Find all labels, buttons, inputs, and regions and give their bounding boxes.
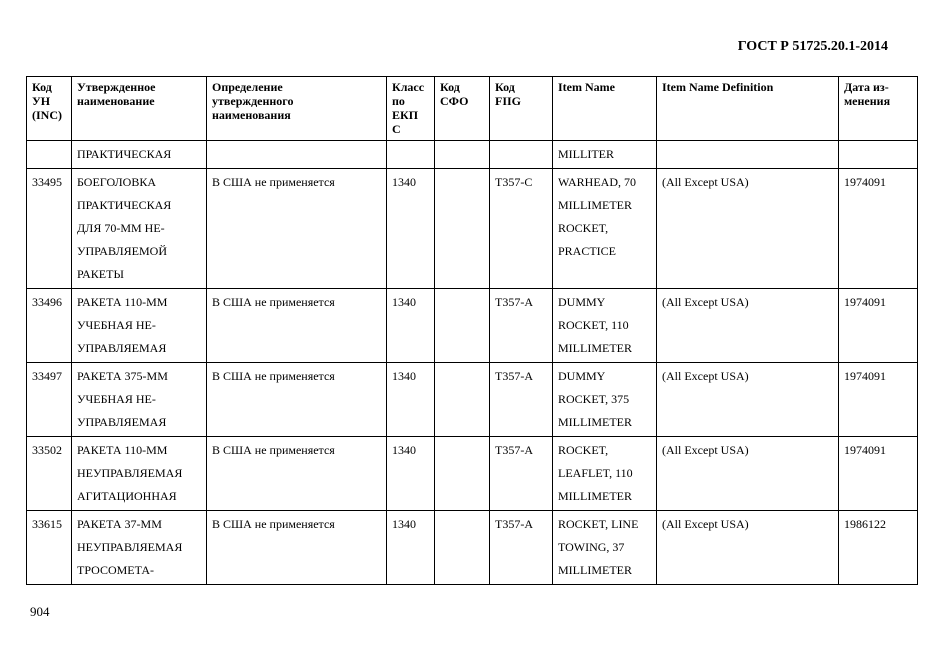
cell-text: ROCKET, LEAFLET, 110 MILLIMETER <box>558 443 633 503</box>
cell-approved-name <box>72 169 207 289</box>
table-header-row <box>27 77 918 141</box>
cell-item-name <box>553 437 657 511</box>
cell-approved-name <box>72 141 207 169</box>
cell-fiig: T357-A <box>490 437 553 511</box>
cell-fiig <box>490 141 553 169</box>
cell-class: 1340 <box>387 437 435 511</box>
nomenclature-table <box>26 76 918 585</box>
cell-text: ROCKET, LINE TOWING, 37 MILLIMETER <box>558 517 639 577</box>
cell-sfo <box>435 437 490 511</box>
cell-item-name-definition: (All Except USA) <box>657 289 839 363</box>
column-header-label: Код СФО <box>440 80 469 108</box>
cell-fiig: T357-A <box>490 511 553 585</box>
cell-text: DUMMY ROCKET, 375 MILLIMETER <box>558 369 632 429</box>
cell-inc: 33497 <box>27 363 72 437</box>
cell-change-date: 1974091 <box>839 289 918 363</box>
cell-definition: В США не применяется <box>207 363 387 437</box>
table-row <box>27 511 918 585</box>
cell-item-name <box>553 363 657 437</box>
table-row <box>27 363 918 437</box>
cell-class: 1340 <box>387 511 435 585</box>
column-header-fiig <box>490 77 553 141</box>
cell-sfo <box>435 511 490 585</box>
cell-item-name <box>553 141 657 169</box>
column-header-change-date <box>839 77 918 141</box>
column-header-item-name <box>553 77 657 141</box>
table-row <box>27 141 918 169</box>
column-header-definition <box>207 77 387 141</box>
cell-item-name-definition: (All Except USA) <box>657 437 839 511</box>
cell-item-name <box>553 289 657 363</box>
cell-text: ПРАКТИЧЕСКАЯ <box>77 147 172 161</box>
cell-definition: В США не применяется <box>207 437 387 511</box>
cell-approved-name <box>72 437 207 511</box>
cell-fiig: T357-A <box>490 363 553 437</box>
column-header-item-name-definition <box>657 77 839 141</box>
cell-item-name-definition: (All Except USA) <box>657 363 839 437</box>
column-header-label: Утвержденное наименование <box>77 80 156 108</box>
cell-approved-name <box>72 289 207 363</box>
table-row <box>27 169 918 289</box>
cell-approved-name <box>72 511 207 585</box>
column-header-approved-name <box>72 77 207 141</box>
cell-text: РАКЕТА 375-ММ УЧЕБНАЯ НЕ- УПРАВЛЯЕМАЯ <box>77 369 168 429</box>
cell-change-date: 1974091 <box>839 169 918 289</box>
cell-class: 1340 <box>387 363 435 437</box>
page-number: 904 <box>30 604 50 619</box>
cell-sfo <box>435 169 490 289</box>
cell-text: БОЕГОЛОВКА ПРАКТИЧЕСКАЯ ДЛЯ 70-ММ НЕ- УПРАВЛЯЕМОЙ РАКЕТЫ <box>77 175 172 281</box>
cell-definition: В США не применяется <box>207 169 387 289</box>
cell-text: MILLITER <box>558 147 614 161</box>
column-header-label: Item Name Definition <box>662 80 774 94</box>
column-header-label: Код FIIG <box>495 80 522 108</box>
cell-text: РАКЕТА 37-ММ НЕУПРАВЛЯЕМАЯ ТРОСОМЕТА- <box>77 517 183 577</box>
cell-text: DUMMY ROCKET, 110 MILLIMETER <box>558 295 632 355</box>
column-header-label: Дата из- менения <box>844 80 891 108</box>
cell-fiig: T357-C <box>490 169 553 289</box>
cell-item-name-definition: (All Except USA) <box>657 169 839 289</box>
cell-item-name <box>553 169 657 289</box>
cell-class <box>387 141 435 169</box>
cell-definition: В США не применяется <box>207 289 387 363</box>
cell-text: WARHEAD, 70 MILLIMETER ROCKET, PRACTICE <box>558 175 636 258</box>
column-header-sfo <box>435 77 490 141</box>
cell-inc: 33495 <box>27 169 72 289</box>
cell-approved-name <box>72 363 207 437</box>
cell-item-name-definition: (All Except USA) <box>657 511 839 585</box>
cell-item-name <box>553 511 657 585</box>
table-row <box>27 437 918 511</box>
cell-change-date: 1974091 <box>839 363 918 437</box>
document-header: ГОСТ Р 51725.20.1-2014 <box>737 39 888 54</box>
column-header-label: Код УН (INC) <box>32 80 62 122</box>
column-header-inc <box>27 77 72 141</box>
cell-inc: 33496 <box>27 289 72 363</box>
cell-text: РАКЕТА 110-ММ НЕУПРАВЛЯЕМАЯ АГИТАЦИОННАЯ <box>77 443 183 503</box>
cell-sfo <box>435 363 490 437</box>
cell-definition <box>207 141 387 169</box>
cell-sfo <box>435 289 490 363</box>
cell-inc <box>27 141 72 169</box>
cell-inc: 33615 <box>27 511 72 585</box>
cell-item-name-definition <box>657 141 839 169</box>
cell-change-date: 1986122 <box>839 511 918 585</box>
cell-fiig: T357-A <box>490 289 553 363</box>
table-row <box>27 289 918 363</box>
cell-class: 1340 <box>387 169 435 289</box>
cell-change-date <box>839 141 918 169</box>
cell-inc: 33502 <box>27 437 72 511</box>
column-header-class <box>387 77 435 141</box>
cell-change-date: 1974091 <box>839 437 918 511</box>
cell-sfo <box>435 141 490 169</box>
cell-text: РАКЕТА 110-ММ УЧЕБНАЯ НЕ- УПРАВЛЯЕМАЯ <box>77 295 168 355</box>
column-header-label: Item Name <box>558 80 615 94</box>
cell-definition: В США не применяется <box>207 511 387 585</box>
column-header-label: Определение утвержденного наименования <box>212 80 294 122</box>
column-header-label: Класс по ЕКП С <box>392 80 425 136</box>
cell-class: 1340 <box>387 289 435 363</box>
